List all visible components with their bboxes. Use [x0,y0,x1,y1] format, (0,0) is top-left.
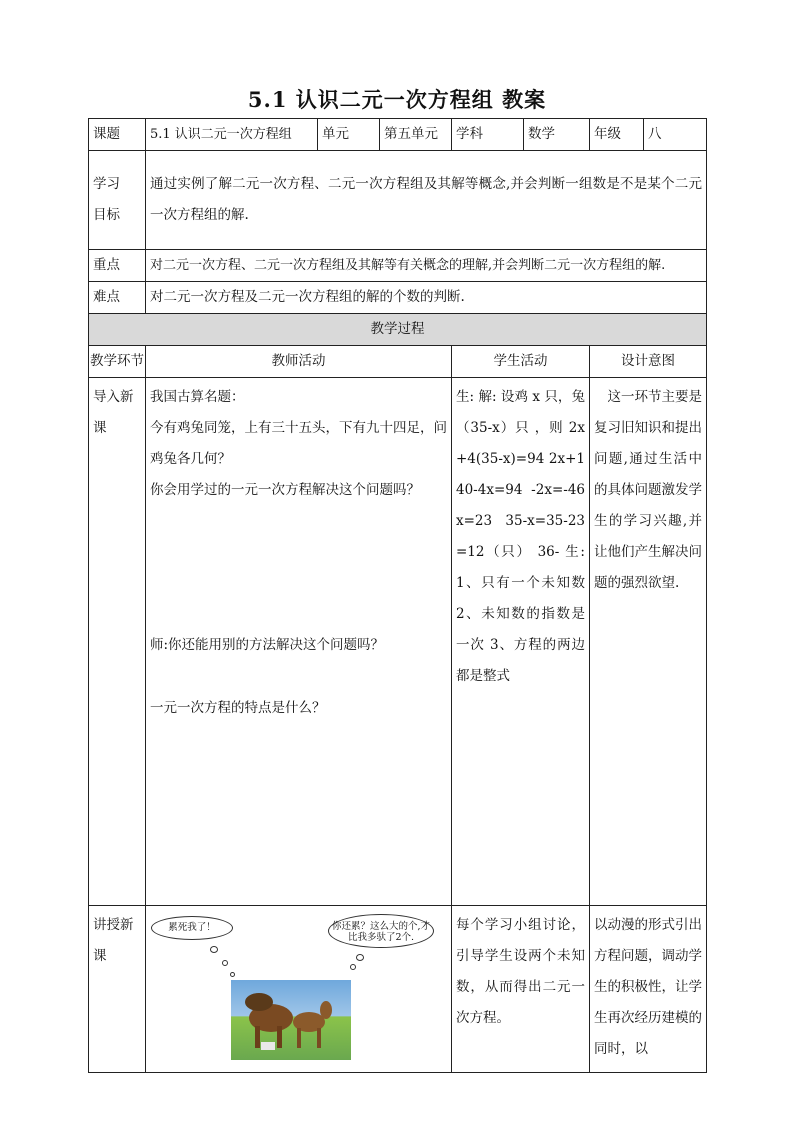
intro-teacher-line: 一元一次方程的特点是什么？ [150,700,326,716]
goals-text: 通过实例了解二元一次方程、二元一次方程组及其解等概念,并会判断一组数是不是某个二元一次方程组的解. [146,151,707,250]
page-title: 5.1 认识二元一次方程组 教案 [247,87,547,112]
difficulty-text: 对二元一次方程及二元一次方程组的解的个数的判断. [146,282,707,314]
speech-bubble-left: 累死我了！ [151,916,233,940]
subject-value: 数学 [524,119,590,151]
key-point-label: 重点 [89,250,146,282]
intro-teacher-line: 今有鸡兔同笼，上有三十五头，下有九十四足，问鸡兔各几何？ [150,420,447,467]
grade-value: 八 [644,119,707,151]
intro-teacher-line: 我国古算名题： [150,389,245,405]
thought-dot [350,964,356,970]
new-lesson-stage: 讲授新课 [89,906,146,1073]
intro-teacher [146,378,452,906]
col-student: 学生活动 [452,346,590,378]
intro-teacher-line: 师:你还能用别的方法解决这个问题吗？ [150,637,385,653]
cartoon-illustration [146,906,451,1071]
intro-stage: 导入新课 [89,378,146,906]
thought-dot [230,972,235,977]
difficulty-label: 难点 [89,282,146,314]
thought-dot [356,954,364,961]
grade-label: 年级 [590,119,644,151]
col-teacher: 教师活动 [146,346,452,378]
lesson-plan-table [88,118,707,1073]
new-lesson-design: 以动漫的形式引出方程问题，调动学生的积极性，让学生再次经历建模的同时，以 [590,906,707,1073]
horses-image [231,980,351,1060]
intro-teacher-line: 你会用学过的一元一次方程解决这个问题吗？ [150,482,420,498]
goals-label: 学习 目标 [89,151,146,250]
topic-value: 5.1 认识二元一次方程组 [146,119,318,151]
process-header: 教学过程 [89,314,707,346]
key-point-text: 对二元一次方程、二元一次方程组及其解等有关概念的理解,并会判断二元一次方程组的解. [146,250,707,282]
topic-label: 课题 [89,119,146,151]
col-design: 设计意图 [590,346,707,378]
thought-dot [222,960,228,966]
new-lesson-teacher [146,906,452,1073]
unit-label: 单元 [318,119,380,151]
unit-value: 第五单元 [380,119,452,151]
col-stage: 教学环节 [89,346,146,378]
intro-design: 这一环节主要是复习旧知识和提出问题,通过生活中的具体问题激发学生的学习兴趣,并让他们产生解决问题的强烈欲望. [590,378,707,906]
intro-student: 生: 解: 设鸡 x 只，兔（35-x）只 ，则 2x+4(35-x)=94 2x+140-4x=94 -2x=-46 x=23 35-x=35-23=12（只） 36- 生: 1、只有一个未知数 2、未知数的指数是一次 3、方程的两边都是整式 [452,378,590,906]
subject-label: 学科 [452,119,524,151]
thought-dot [210,946,218,953]
speech-bubble-right: 你还累？这么大的个,才比我多驮了2个. [328,914,434,948]
new-lesson-student: 每个学习小组讨论，引导学生设两个未知数，从而得出二元一次方程。 [452,906,590,1073]
